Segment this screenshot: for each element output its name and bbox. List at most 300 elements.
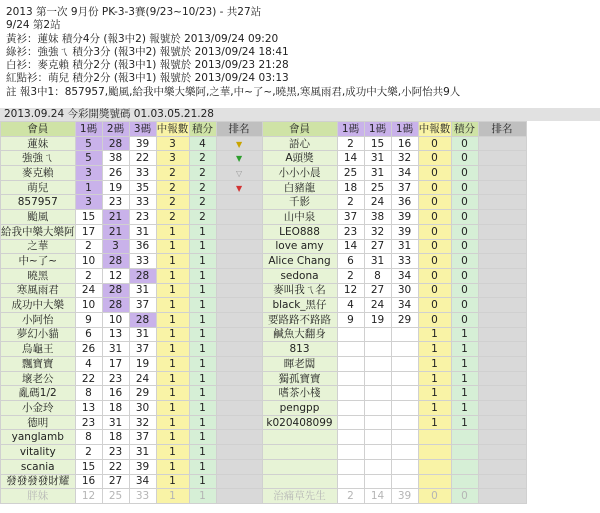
rank-cell [478, 430, 526, 445]
member-name: scania [1, 459, 76, 474]
pick-number [391, 342, 418, 357]
score: 0 [451, 268, 478, 283]
member-name: A頭獎 [262, 151, 337, 166]
member-name: 夢幻小貓 [1, 327, 76, 342]
member-name: 曉黑 [1, 268, 76, 283]
rank-cell [478, 342, 526, 357]
pick-number: 39 [129, 459, 156, 474]
pick-number: 36 [391, 195, 418, 210]
member-name: 寒風雨君 [1, 283, 76, 298]
score: 0 [451, 239, 478, 254]
member-name: 麥叫我ㄟ名 [262, 283, 337, 298]
rank-cell [216, 195, 262, 210]
pick-number [337, 459, 364, 474]
hit-count: 1 [156, 474, 189, 489]
member-name: 烏龜王 [1, 342, 76, 357]
rank-cell [216, 166, 262, 181]
member-name: 813 [262, 342, 337, 357]
rank-cell [478, 136, 526, 151]
col-num3: 3碼 [129, 122, 156, 137]
rank-cell [478, 415, 526, 430]
hit-count: 1 [418, 357, 451, 372]
rank-cell [478, 371, 526, 386]
hit-count: 1 [156, 357, 189, 372]
rank-cell [478, 166, 526, 181]
member-name: 治痛草先生 [262, 489, 337, 504]
score: 1 [189, 474, 216, 489]
pick-number: 28 [102, 136, 129, 151]
member-name: 發發發發財耀 [1, 474, 76, 489]
rank-cell [478, 386, 526, 401]
rank-cell [216, 474, 262, 489]
pick-number: 2 [75, 239, 102, 254]
rank-cell [216, 312, 262, 327]
col-member-2: 會員 [262, 122, 337, 137]
pick-number: 6 [75, 327, 102, 342]
pick-number [391, 371, 418, 386]
member-name: 小阿怡 [1, 312, 76, 327]
col-num1-2: 1碼 [337, 122, 364, 137]
rank-cell [216, 489, 262, 504]
hit-count: 3 [156, 151, 189, 166]
pick-number: 24 [364, 298, 391, 313]
pick-number [337, 474, 364, 489]
hit-count: 0 [418, 224, 451, 239]
member-name: 要路路不路路 [262, 312, 337, 327]
pick-number: 31 [364, 254, 391, 269]
rank-cell [216, 459, 262, 474]
col-score: 積分 [189, 122, 216, 137]
pick-number: 18 [102, 430, 129, 445]
pick-number [337, 445, 364, 460]
pick-number: 8 [75, 430, 102, 445]
score: 0 [451, 180, 478, 195]
pick-number: 28 [129, 312, 156, 327]
member-name: 山中泉 [262, 210, 337, 225]
header-line: 9/24 第2站 [6, 19, 61, 32]
table-row [1, 415, 527, 430]
score: 1 [189, 415, 216, 430]
member-name: 德明 [1, 415, 76, 430]
hit-count: 0 [418, 489, 451, 504]
table-row [1, 445, 527, 460]
hit-count [418, 459, 451, 474]
pick-number [391, 474, 418, 489]
score: 1 [189, 283, 216, 298]
hit-count: 1 [418, 386, 451, 401]
pick-number: 10 [75, 254, 102, 269]
pick-number [364, 445, 391, 460]
pick-number: 6 [337, 254, 364, 269]
rank-cell [216, 210, 262, 225]
pick-number [337, 327, 364, 342]
table-row [1, 342, 527, 357]
pick-number: 27 [102, 474, 129, 489]
member-name: black_黑仔 [262, 298, 337, 313]
score [451, 430, 478, 445]
pick-number: 4 [337, 298, 364, 313]
pick-number: 14 [337, 151, 364, 166]
member-name: 萌兒 [1, 180, 76, 195]
pick-number: 2 [337, 136, 364, 151]
hit-count: 1 [156, 386, 189, 401]
pick-number: 37 [129, 430, 156, 445]
pick-number [391, 357, 418, 372]
pick-number: 37 [391, 180, 418, 195]
header-line: 白衫：麥克賴 積分2分 (報3中1) 報號於 2013/09/23 21:28 [6, 59, 289, 72]
score: 0 [451, 298, 478, 313]
hit-count: 0 [418, 254, 451, 269]
member-name: 鹹魚大翻身 [262, 327, 337, 342]
rank-cell [478, 180, 526, 195]
rank-cell [478, 401, 526, 416]
pick-number: 19 [364, 312, 391, 327]
member-name: Alice Chang [262, 254, 337, 269]
score: 1 [451, 371, 478, 386]
pick-number: 3 [75, 195, 102, 210]
pick-number: 31 [364, 151, 391, 166]
rank-cell [216, 254, 262, 269]
hit-count: 2 [156, 166, 189, 181]
hit-count: 1 [418, 342, 451, 357]
header-line: 註 報3中1：857957,颱風,給我中樂大樂阿,之華,中~了~,曉黑,寒風雨君,成功中大樂,小阿怡共9人 [6, 85, 461, 98]
pick-number: 31 [129, 283, 156, 298]
table-row [1, 489, 527, 504]
member-name: sedona [262, 268, 337, 283]
hit-count: 1 [156, 415, 189, 430]
member-name: love amy [262, 239, 337, 254]
score: 1 [189, 430, 216, 445]
col-num2: 2碼 [102, 122, 129, 137]
header-block [6, 6, 460, 99]
score: 1 [189, 327, 216, 342]
pick-number: 31 [391, 239, 418, 254]
pick-number: 12 [75, 489, 102, 504]
rank-cell [478, 239, 526, 254]
pick-number [364, 342, 391, 357]
member-name: 胖妹 [1, 489, 76, 504]
pick-number: 32 [129, 415, 156, 430]
hit-count: 2 [156, 180, 189, 195]
score: 2 [189, 210, 216, 225]
pick-number: 30 [391, 283, 418, 298]
pick-number: 24 [364, 195, 391, 210]
header-line: 紅點衫：萌兒 積分2分 (報3中1) 報號於 2013/09/24 03:13 [6, 72, 289, 85]
pick-number: 27 [364, 239, 391, 254]
member-name: 小金玲 [1, 401, 76, 416]
pick-number: 33 [129, 254, 156, 269]
rank-cell [216, 327, 262, 342]
table-row [1, 136, 527, 151]
member-name: yanglamb [1, 430, 76, 445]
rank-cell [216, 386, 262, 401]
pick-number [337, 357, 364, 372]
rank-cell [478, 474, 526, 489]
score [451, 459, 478, 474]
rank-cell [216, 283, 262, 298]
table-row [1, 430, 527, 445]
rank-cell [216, 151, 262, 166]
rank-cell [478, 298, 526, 313]
score: 0 [451, 254, 478, 269]
table-row [1, 327, 527, 342]
pick-number: 31 [102, 415, 129, 430]
pick-number: 31 [364, 166, 391, 181]
pick-number [364, 474, 391, 489]
score: 1 [189, 386, 216, 401]
rank-cell [478, 195, 526, 210]
col-num2-2: 1碼 [364, 122, 391, 137]
score: 0 [451, 312, 478, 327]
hit-count: 0 [418, 151, 451, 166]
hit-count: 2 [156, 210, 189, 225]
table-row [1, 298, 527, 313]
score: 1 [189, 254, 216, 269]
hit-count: 0 [418, 298, 451, 313]
member-name: 白豬龍 [262, 180, 337, 195]
member-name: 暉老闆 [262, 357, 337, 372]
pick-number: 25 [337, 166, 364, 181]
pick-number: 19 [102, 180, 129, 195]
table-row [1, 386, 527, 401]
pick-number: 10 [102, 312, 129, 327]
pick-number: 9 [337, 312, 364, 327]
pick-number: 22 [129, 151, 156, 166]
table-row [1, 210, 527, 225]
pick-number [337, 371, 364, 386]
pick-number: 22 [102, 459, 129, 474]
member-name: 給我中樂大樂阿 [1, 225, 75, 238]
pick-number: 19 [129, 357, 156, 372]
pick-number: 24 [129, 371, 156, 386]
pick-number: 32 [364, 224, 391, 239]
pick-number: 8 [75, 386, 102, 401]
member-name: 強強ㄟ [1, 151, 76, 166]
pick-number: 28 [102, 254, 129, 269]
rank-cell [478, 489, 526, 504]
yellow-jersey-icon: ▼ [236, 139, 243, 149]
pick-number: 14 [337, 239, 364, 254]
member-name [262, 445, 337, 460]
white-jersey-icon: ▽ [236, 168, 243, 178]
table-row [1, 357, 527, 372]
score: 1 [451, 401, 478, 416]
pick-number: 14 [364, 489, 391, 504]
score [451, 445, 478, 460]
rank-cell [216, 401, 262, 416]
red-jersey-icon: ▼ [236, 183, 243, 193]
score: 1 [451, 327, 478, 342]
pick-number: 15 [364, 136, 391, 151]
hit-count: 1 [418, 371, 451, 386]
pick-number: 15 [75, 210, 102, 225]
pick-number: 16 [75, 474, 102, 489]
member-name: 飄寶寶 [1, 357, 76, 372]
col-num1: 1碼 [75, 122, 102, 137]
score: 0 [451, 195, 478, 210]
rank-cell [478, 445, 526, 460]
score: 2 [189, 166, 216, 181]
col-hits-2: 中報數 [418, 122, 451, 135]
score: 1 [189, 342, 216, 357]
pick-number: 36 [129, 239, 156, 254]
pick-number: 39 [391, 210, 418, 225]
table-header-row [1, 122, 527, 137]
score: 1 [189, 224, 216, 239]
pick-number: 23 [337, 224, 364, 239]
pick-number: 34 [391, 298, 418, 313]
pick-number: 3 [75, 166, 102, 181]
pick-number: 26 [102, 166, 129, 181]
hit-count: 1 [156, 312, 189, 327]
score: 2 [189, 180, 216, 195]
hit-count: 1 [156, 489, 189, 504]
rank-cell [478, 459, 526, 474]
rank-cell [478, 210, 526, 225]
pick-number [391, 459, 418, 474]
hit-count: 1 [418, 327, 451, 342]
hit-count: 1 [418, 415, 451, 430]
pick-number: 31 [129, 327, 156, 342]
rank-cell [216, 136, 262, 151]
member-name: 嗜茶小棧 [262, 386, 337, 401]
score: 0 [451, 136, 478, 151]
hit-count: 1 [156, 239, 189, 254]
pick-number: 39 [129, 136, 156, 151]
hit-count: 1 [156, 430, 189, 445]
rank-cell [216, 357, 262, 372]
pick-number: 17 [75, 224, 102, 239]
member-name: 成功中大樂 [1, 298, 76, 313]
pick-number [337, 415, 364, 430]
pick-number: 16 [102, 386, 129, 401]
pick-number: 31 [102, 342, 129, 357]
hit-count [418, 474, 451, 489]
pick-number: 33 [391, 254, 418, 269]
table-row [1, 474, 527, 489]
table-row [1, 166, 527, 181]
pick-number: 9 [75, 312, 102, 327]
pick-number: 38 [102, 151, 129, 166]
table-row [1, 268, 527, 283]
pick-number: 5 [75, 151, 102, 166]
rank-cell [478, 151, 526, 166]
pick-number: 29 [129, 386, 156, 401]
pick-number: 37 [337, 210, 364, 225]
header-line: 2013 第一次 9月份 PK-3-3賽(9/23~10/23) - 共27站 [6, 6, 262, 18]
pick-number: 23 [102, 445, 129, 460]
rank-cell [216, 371, 262, 386]
hit-count: 3 [156, 136, 189, 151]
pick-number: 2 [75, 268, 102, 283]
rank-cell [216, 342, 262, 357]
pick-number: 33 [129, 195, 156, 210]
hit-count: 1 [156, 459, 189, 474]
pick-number [364, 430, 391, 445]
pick-number [391, 415, 418, 430]
table-row [1, 151, 527, 166]
pick-number: 2 [337, 489, 364, 504]
score: 2 [189, 195, 216, 210]
pick-number: 16 [391, 136, 418, 151]
score: 1 [189, 268, 216, 283]
col-score-2: 積分 [451, 122, 478, 137]
col-member: 會員 [1, 122, 76, 137]
pick-number: 35 [129, 180, 156, 195]
hit-count: 0 [418, 166, 451, 181]
draw-banner: 2013.09.24 今彩開獎號碼 01.03.05.21.28 [0, 108, 600, 121]
pick-number: 26 [75, 342, 102, 357]
pick-number: 33 [129, 166, 156, 181]
pick-number: 21 [102, 210, 129, 225]
pick-number: 8 [364, 268, 391, 283]
table-row [1, 371, 527, 386]
hit-count: 1 [418, 401, 451, 416]
col-rank-2: 排名 [478, 122, 526, 137]
score: 1 [189, 298, 216, 313]
score: 1 [189, 312, 216, 327]
pick-number: 2 [337, 195, 364, 210]
pick-number: 2 [337, 268, 364, 283]
pick-number: 13 [102, 327, 129, 342]
score: 1 [189, 357, 216, 372]
pick-number [391, 327, 418, 342]
rank-cell [478, 254, 526, 269]
hit-count: 1 [156, 445, 189, 460]
score: 1 [189, 371, 216, 386]
pick-number: 4 [75, 357, 102, 372]
rank-cell [216, 180, 262, 195]
member-name: 颱風 [1, 210, 76, 225]
table-row [1, 224, 527, 239]
results-table [0, 121, 527, 504]
score: 0 [451, 166, 478, 181]
hit-count: 0 [418, 312, 451, 327]
member-name [262, 430, 337, 445]
member-name: k020408099 [262, 415, 337, 430]
pick-number [364, 459, 391, 474]
pick-number: 23 [75, 415, 102, 430]
col-num3-2: 1碼 [391, 122, 418, 137]
pick-number [364, 371, 391, 386]
pick-number: 15 [75, 459, 102, 474]
score: 2 [189, 151, 216, 166]
rank-cell [216, 224, 262, 239]
pick-number: 25 [364, 180, 391, 195]
pick-number [364, 386, 391, 401]
pick-number: 30 [129, 401, 156, 416]
hit-count: 0 [418, 195, 451, 210]
pick-number: 3 [102, 239, 129, 254]
table-row [1, 312, 527, 327]
pick-number: 24 [75, 283, 102, 298]
pick-number: 18 [102, 401, 129, 416]
score: 0 [451, 283, 478, 298]
score: 1 [189, 445, 216, 460]
score: 0 [451, 210, 478, 225]
rank-cell [216, 445, 262, 460]
pick-number [364, 357, 391, 372]
pick-number: 31 [129, 445, 156, 460]
score: 1 [189, 459, 216, 474]
hit-count: 0 [418, 210, 451, 225]
pick-number: 2 [75, 445, 102, 460]
pick-number: 1 [75, 180, 102, 195]
pick-number: 10 [75, 298, 102, 313]
member-name: 語心 [262, 136, 337, 151]
hit-count: 1 [156, 283, 189, 298]
pick-number [337, 430, 364, 445]
